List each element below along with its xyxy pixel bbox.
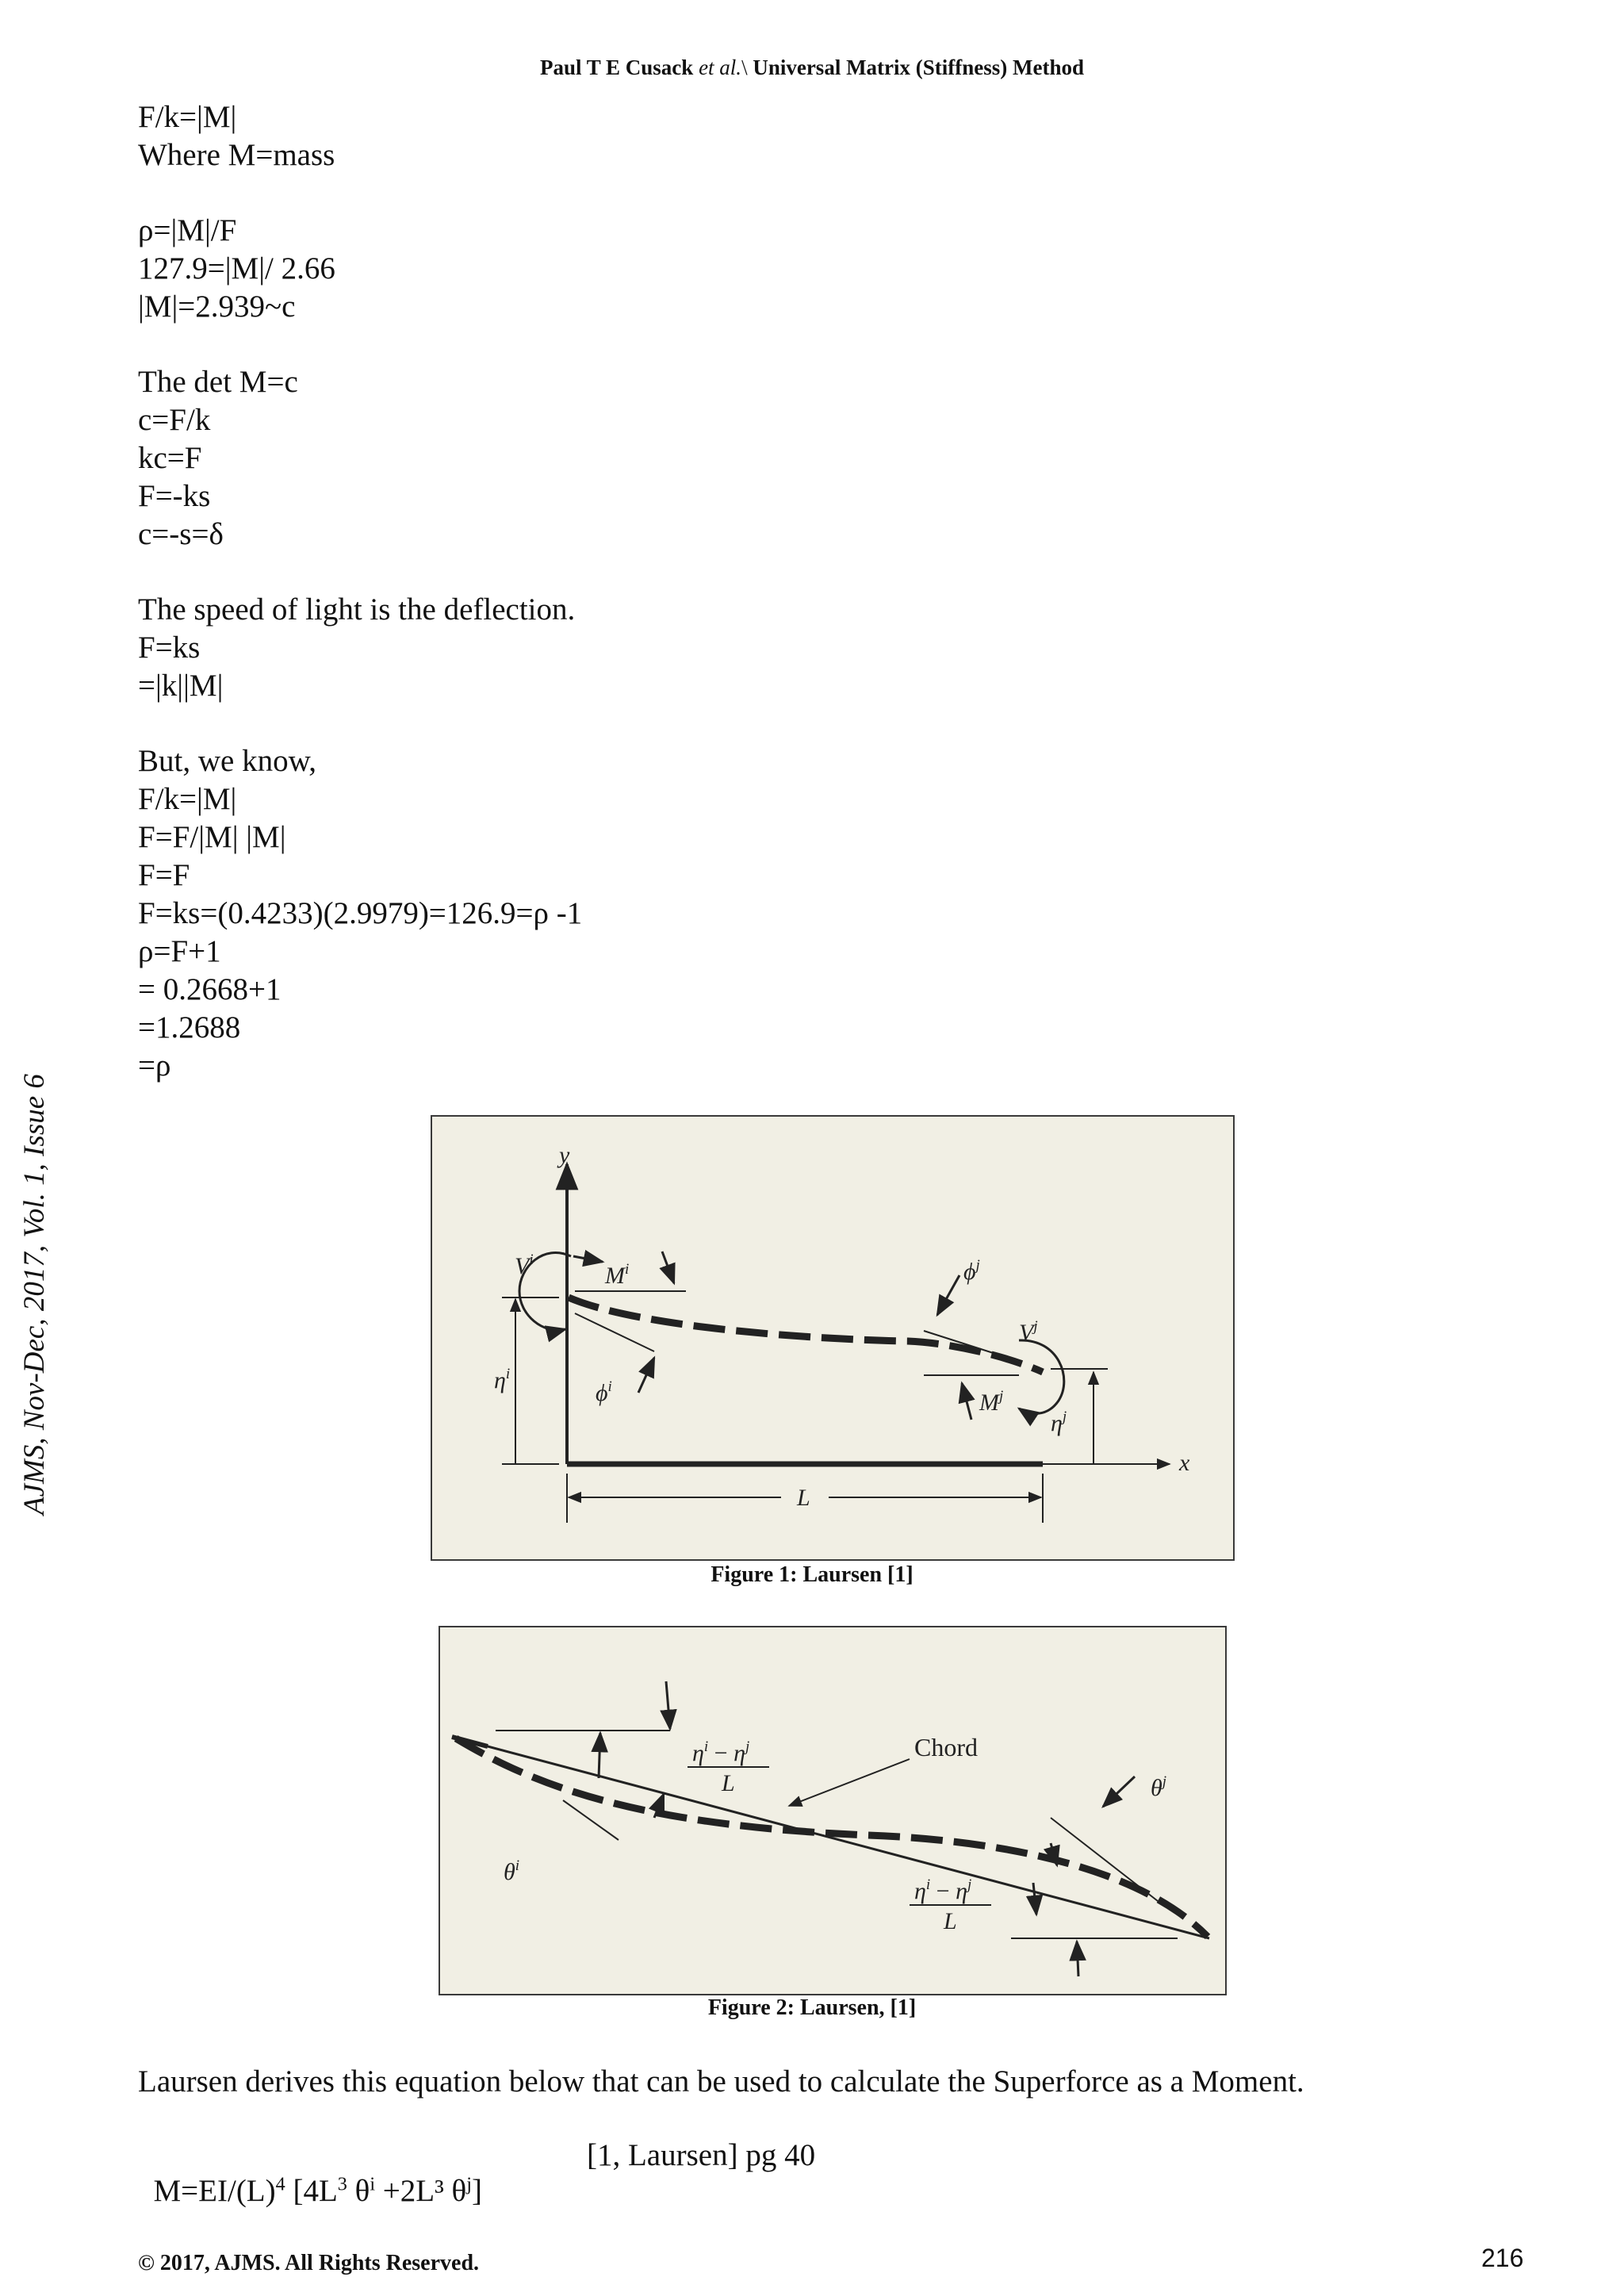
body-line: F=ks — [138, 631, 201, 665]
fraction-bottom-denominator: L — [944, 1908, 957, 1934]
body-line: Where M=mass — [138, 138, 335, 172]
body-line: kc=F — [138, 441, 202, 475]
deflected-shape — [569, 1297, 1043, 1372]
body-line — [138, 326, 582, 363]
m-i-arrow — [662, 1251, 674, 1283]
moment-equation — [138, 2137, 482, 2209]
equation-part-1: M=EI/(L) — [153, 2174, 276, 2208]
chord-line — [452, 1737, 1209, 1938]
phi-i-label: $\phi^i$ — [596, 1378, 612, 1406]
equation-superscript-i: i — [370, 2173, 376, 2195]
l-dim-label: L — [797, 1485, 810, 1511]
y-axis-label: y — [559, 1142, 570, 1168]
body-line: F=F/|M| |M| — [138, 820, 286, 854]
body-line: 127.9=|M|/ 2.66 — [138, 251, 335, 286]
body-line — [138, 554, 582, 591]
figure-1-svg — [432, 1117, 1233, 1559]
figure-1-beam-diagram — [431, 1115, 1235, 1561]
fraction-bottom-numerator: $\eta^i - \eta^j$ — [914, 1876, 972, 1904]
figure-1-caption: Figure 1: Laursen [1] — [710, 1562, 914, 1587]
phi-i-arrow — [638, 1358, 654, 1393]
chord-label: Chord — [914, 1733, 978, 1761]
body-line: ρ=F+1 — [138, 934, 221, 968]
top-down-arrow — [666, 1681, 670, 1729]
running-header — [0, 56, 1624, 80]
side-citation: AJMS, Nov-Dec, 2017, Vol. 1, Issue 6 — [18, 1074, 51, 1515]
v-i-label: $V^i$ — [515, 1251, 534, 1279]
equation-exponent-4: 4 — [275, 2173, 285, 2195]
figure-2-svg — [440, 1627, 1225, 1994]
body-line: F=F — [138, 858, 190, 892]
fraction-top-denominator: L — [722, 1770, 735, 1796]
m-i-label: $M^i$ — [605, 1261, 630, 1289]
theta-i-line — [563, 1800, 619, 1840]
bottom-up-arrow — [1077, 1941, 1078, 1976]
body-line: =1.2688 — [138, 1010, 241, 1045]
phi-i-slope-line — [575, 1313, 654, 1351]
equation-part-5: ] — [471, 2174, 482, 2208]
body-line: c=-s=δ — [138, 517, 224, 551]
body-line: F=ks=(0.4233)(2.9979)=126.9=ρ -1 — [138, 896, 583, 930]
body-line: ρ=|M|/F — [138, 213, 237, 247]
body-line: c=F/k — [138, 403, 211, 437]
equation-part-4: +2L³ θ — [375, 2174, 467, 2208]
header-etal: et al. — [693, 56, 742, 79]
header-separator: \ — [741, 56, 753, 79]
body-line: =|k||M| — [138, 669, 224, 703]
footer-copyright: © 2017, AJMS. All Rights Reserved. — [138, 2251, 480, 2275]
equation-part-2: [4L — [285, 2174, 338, 2208]
phi-j-label: $\phi^j$ — [963, 1257, 980, 1285]
equation-superscript-j: j — [466, 2173, 472, 2195]
equation-exponent-3: 3 — [337, 2173, 347, 2195]
v-i-arrow — [573, 1256, 603, 1262]
figure-2-chord-diagram — [439, 1626, 1227, 1995]
chord-pointer — [789, 1759, 910, 1806]
body-line: The speed of light is the deflection. — [138, 592, 576, 627]
body-line: |M|=2.939~c — [138, 289, 296, 324]
v-j-arc — [1019, 1340, 1064, 1413]
theta-j-label: $\theta^j$ — [1151, 1773, 1167, 1801]
fraction-top-numerator: $\eta^i - \eta^j$ — [692, 1738, 750, 1766]
equation-reference: [1, Laursen] pg 40 — [587, 2138, 816, 2172]
body-line: = 0.2668+1 — [138, 972, 282, 1006]
body-equations — [138, 98, 582, 1085]
top-up-arrow — [599, 1733, 600, 1778]
bottom-down-arrow — [1033, 1883, 1036, 1915]
eta-j-label: $\eta^j$ — [1051, 1409, 1067, 1436]
body-line: F/k=|M| — [138, 782, 237, 816]
m-j-arrow — [962, 1383, 971, 1420]
body-line: F=-ks — [138, 479, 211, 513]
phi-j-arrow — [937, 1275, 959, 1315]
body-line — [138, 174, 582, 212]
theta-i-label: $\theta^i$ — [504, 1857, 520, 1885]
figure-2-caption: Figure 2: Laursen, [1] — [707, 1995, 917, 2020]
body-paragraph: Laursen derives this equation below that can be used to calculate the Superforce as a Moment. — [138, 2064, 1304, 2099]
body-line: The det M=c — [138, 365, 298, 399]
eta-i-label: $\eta^i$ — [494, 1366, 511, 1393]
v-j-label: $V^j$ — [1019, 1318, 1038, 1346]
body-line — [138, 705, 582, 742]
m-j-label: $M^j$ — [979, 1388, 1004, 1416]
header-authors: Paul T E Cusack — [539, 56, 694, 79]
equation-part-3: θ — [347, 2174, 370, 2208]
body-line: F/k=|M| — [138, 100, 237, 134]
body-line: =ρ — [138, 1048, 171, 1083]
theta-j-arrow — [1103, 1777, 1135, 1807]
body-line: But, we know, — [138, 744, 316, 778]
header-title: Universal Matrix (Stiffness) Method — [753, 56, 1085, 79]
x-axis-label: x — [1179, 1450, 1190, 1476]
page-number: 216 — [1481, 2244, 1524, 2272]
